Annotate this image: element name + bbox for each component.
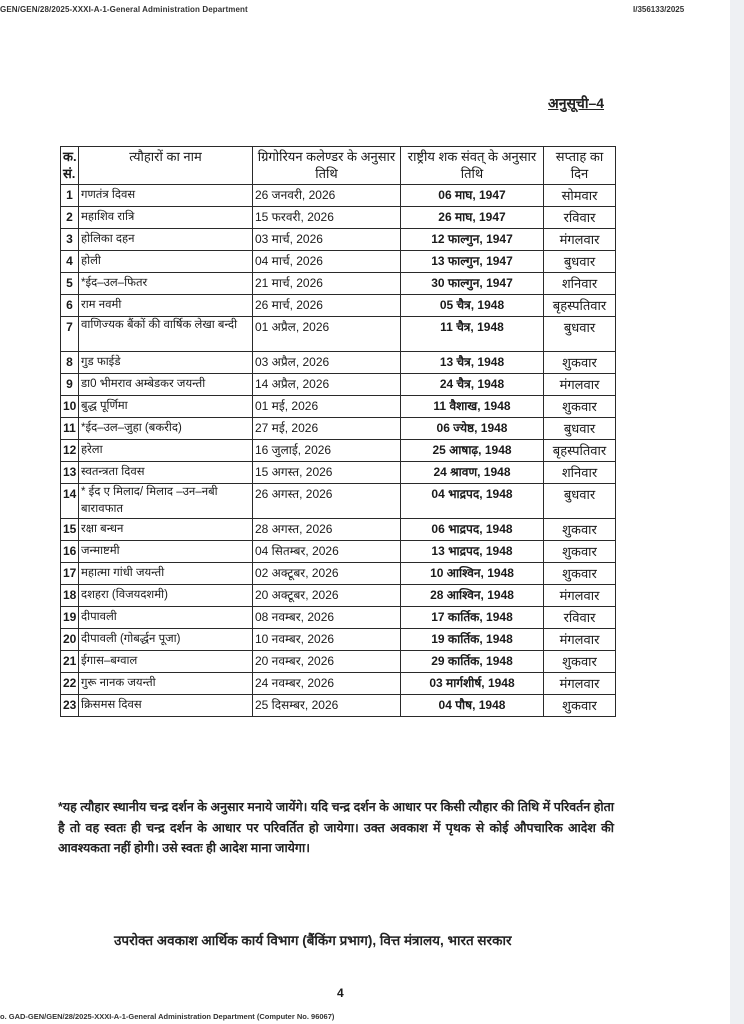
festival-name-cell: जन्माष्टमी (79, 541, 253, 563)
table-row (61, 607, 616, 629)
festival-name-cell: बुद्ध पूर्णिमा (79, 396, 253, 418)
saka-date-cell: 13 भाद्रपद, 1948 (401, 541, 544, 563)
gregorian-date-cell: 24 नवम्बर, 2026 (253, 673, 401, 695)
serial-number-cell: 8 (61, 352, 79, 374)
festival-name-cell: महाशिव रात्रि (79, 207, 253, 229)
table-row (61, 541, 616, 563)
saka-date-cell: 11 चैत्र, 1948 (401, 317, 544, 352)
saka-date-cell: 12 फाल्गुन, 1947 (401, 229, 544, 251)
festival-name-cell: हरेला (79, 440, 253, 462)
saka-date-cell: 25 आषाढ़, 1948 (401, 440, 544, 462)
festival-name-cell: गणतंत्र दिवस (79, 185, 253, 207)
weekday-cell: शुकवार (544, 541, 616, 563)
weekday-cell: बुधवार (544, 418, 616, 440)
saka-date-cell: 05 चैत्र, 1948 (401, 295, 544, 317)
weekday-cell: शुकवार (544, 563, 616, 585)
saka-date-cell: 13 चैत्र, 1948 (401, 352, 544, 374)
header-weekday: सप्ताह का दिन (544, 147, 616, 185)
table-row (61, 418, 616, 440)
festival-name-cell: *ईद–उल–फितर (79, 273, 253, 295)
festival-name-cell: होली (79, 251, 253, 273)
serial-number-cell: 21 (61, 651, 79, 673)
weekday-cell: मंगलवार (544, 585, 616, 607)
serial-number-cell: 2 (61, 207, 79, 229)
saka-date-cell: 29 कार्तिक, 1948 (401, 651, 544, 673)
gregorian-date-cell: 03 मार्च, 2026 (253, 229, 401, 251)
festival-name-cell: *ईद–उल–जुहा (बकरीद) (79, 418, 253, 440)
saka-date-cell: 06 ज्येष्ठ, 1948 (401, 418, 544, 440)
gregorian-date-cell: 02 अक्टूबर, 2026 (253, 563, 401, 585)
serial-number-cell: 10 (61, 396, 79, 418)
serial-number-cell: 17 (61, 563, 79, 585)
serial-number-cell: 16 (61, 541, 79, 563)
table-row (61, 585, 616, 607)
gregorian-date-cell: 01 अप्रैल, 2026 (253, 317, 401, 352)
festival-name-cell: क्रिसमस दिवस (79, 695, 253, 717)
saka-date-cell: 06 माघ, 1947 (401, 185, 544, 207)
weekday-cell: शनिवार (544, 273, 616, 295)
table-row (61, 295, 616, 317)
festival-name-cell: महात्मा गांधी जयन्ती (79, 563, 253, 585)
table-row (61, 185, 616, 207)
header-serial-number: क. सं. (61, 147, 79, 185)
gregorian-date-cell: 14 अप्रैल, 2026 (253, 374, 401, 396)
festival-name-cell: दशहरा (विजयदशमी) (79, 585, 253, 607)
saka-date-cell: 04 भाद्रपद, 1948 (401, 484, 544, 519)
weekday-cell: बृहस्पतिवार (544, 295, 616, 317)
saka-date-cell: 03 मार्गशीर्ष, 1948 (401, 673, 544, 695)
festival-name-cell: गुरू नानक जयन्ती (79, 673, 253, 695)
serial-number-cell: 9 (61, 374, 79, 396)
page-number: 4 (337, 986, 344, 1000)
saka-date-cell: 24 चैत्र, 1948 (401, 374, 544, 396)
saka-date-cell: 06 भाद्रपद, 1948 (401, 519, 544, 541)
gregorian-date-cell: 26 अगस्त, 2026 (253, 484, 401, 519)
weekday-cell: शुकवार (544, 519, 616, 541)
saka-date-cell: 24 श्रावण, 1948 (401, 462, 544, 484)
footnote-text: *यह त्यौहार स्थानीय चन्द्र दर्शन के अनुसार मनाये जायेंगे। यदि चन्द्र दर्शन के आधार पर किसी त्यौहार की तिथि में परिवर्तन होता है तो वह स्वतः ही चन्द्र दर्शन के आधार पर परिवर्तित हो जायेगा। उक्त अवकाश में पृथक से कोई औपचारिक आदेश की आवश्यकता नहीं होगी। उसे स्वतः ही आदेश माना जायेगा। (58, 800, 614, 855)
serial-number-cell: 13 (61, 462, 79, 484)
gregorian-date-cell: 26 मार्च, 2026 (253, 295, 401, 317)
table-row (61, 273, 616, 295)
weekday-cell: मंगलवार (544, 374, 616, 396)
gregorian-date-cell: 20 नवम्बर, 2026 (253, 651, 401, 673)
saka-date-cell: 10 आश्विन, 1948 (401, 563, 544, 585)
weekday-cell: रविवार (544, 607, 616, 629)
holiday-table (60, 146, 616, 717)
weekday-cell: शुकवार (544, 651, 616, 673)
gregorian-date-cell: 04 सितम्बर, 2026 (253, 541, 401, 563)
gregorian-date-cell: 20 अक्टूबर, 2026 (253, 585, 401, 607)
saka-date-cell: 11 वैशाख, 1948 (401, 396, 544, 418)
saka-date-cell: 28 आश्विन, 1948 (401, 585, 544, 607)
weekday-cell: शुकवार (544, 352, 616, 374)
gregorian-date-cell: 01 मई, 2026 (253, 396, 401, 418)
table-row (61, 673, 616, 695)
serial-number-cell: 22 (61, 673, 79, 695)
page-edge-strip (730, 0, 744, 1024)
serial-number-cell: 18 (61, 585, 79, 607)
table-row (61, 229, 616, 251)
header-document-id: I/356133/2025 (633, 5, 685, 14)
serial-number-cell: 11 (61, 418, 79, 440)
table-row (61, 695, 616, 717)
festival-name-cell: राम नवमी (79, 295, 253, 317)
table-header-row (61, 147, 616, 185)
serial-number-cell: 12 (61, 440, 79, 462)
table-row (61, 563, 616, 585)
header-saka-date: राष्ट्रीय शक संवत् के अनुसार तिथि (401, 147, 544, 185)
saka-date-cell: 19 कार्तिक, 1948 (401, 629, 544, 651)
table-row (61, 484, 616, 519)
serial-number-cell: 1 (61, 185, 79, 207)
serial-number-cell: 19 (61, 607, 79, 629)
table-row (61, 207, 616, 229)
gregorian-date-cell: 15 अगस्त, 2026 (253, 462, 401, 484)
serial-number-cell: 5 (61, 273, 79, 295)
header-festival-name: त्यौहारों का नाम (79, 147, 253, 185)
table-row (61, 317, 616, 352)
festival-name-cell: ईगास–बग्वाल (79, 651, 253, 673)
festival-name-cell: होलिका दहन (79, 229, 253, 251)
gregorian-date-cell: 26 जनवरी, 2026 (253, 185, 401, 207)
weekday-cell: शुकवार (544, 396, 616, 418)
serial-number-cell: 23 (61, 695, 79, 717)
table-row (61, 440, 616, 462)
authority-note: उपरोक्त अवकाश आर्थिक कार्य विभाग (बैंकिंग प्रभाग), वित्त मंत्रालय, भारत सरकार (114, 933, 512, 948)
serial-number-cell: 7 (61, 317, 79, 352)
table-row (61, 629, 616, 651)
gregorian-date-cell: 04 मार्च, 2026 (253, 251, 401, 273)
weekday-cell: शनिवार (544, 462, 616, 484)
gregorian-date-cell: 27 मई, 2026 (253, 418, 401, 440)
table-row (61, 352, 616, 374)
saka-date-cell: 04 पौष, 1948 (401, 695, 544, 717)
table-row (61, 374, 616, 396)
weekday-cell: बुधवार (544, 251, 616, 273)
header-file-reference: GEN/GEN/28/2025-XXXI-A-1-General Administration Department (0, 5, 248, 14)
saka-date-cell: 13 फाल्गुन, 1947 (401, 251, 544, 273)
festival-name-cell: * ईद ए मिलाद/ मिलाद –उन–नबी बारावफात (79, 484, 253, 519)
weekday-cell: मंगलवार (544, 629, 616, 651)
weekday-cell: शुकवार (544, 695, 616, 717)
weekday-cell: मंगलवार (544, 229, 616, 251)
gregorian-date-cell: 15 फरवरी, 2026 (253, 207, 401, 229)
gregorian-date-cell: 21 मार्च, 2026 (253, 273, 401, 295)
weekday-cell: बुधवार (544, 484, 616, 519)
festival-name-cell: गुड फाईडे (79, 352, 253, 374)
weekday-cell: बृहस्पतिवार (544, 440, 616, 462)
festival-name-cell: स्वतन्त्रता दिवस (79, 462, 253, 484)
table-row (61, 251, 616, 273)
schedule-title: अनुसूची–4 (548, 95, 605, 111)
serial-number-cell: 6 (61, 295, 79, 317)
weekday-cell: बुधवार (544, 317, 616, 352)
saka-date-cell: 17 कार्तिक, 1948 (401, 607, 544, 629)
table-row (61, 462, 616, 484)
weekday-cell: सोमवार (544, 185, 616, 207)
serial-number-cell: 20 (61, 629, 79, 651)
serial-number-cell: 15 (61, 519, 79, 541)
festival-name-cell: दीपावली (गोबर्द्धन पूजा) (79, 629, 253, 651)
saka-date-cell: 26 माघ, 1947 (401, 207, 544, 229)
serial-number-cell: 14 (61, 484, 79, 519)
serial-number-cell: 3 (61, 229, 79, 251)
saka-date-cell: 30 फाल्गुन, 1947 (401, 273, 544, 295)
weekday-cell: मंगलवार (544, 673, 616, 695)
festival-name-cell: रक्षा बन्धन (79, 519, 253, 541)
gregorian-date-cell: 10 नवम्बर, 2026 (253, 629, 401, 651)
festival-name-cell: दीपावली (79, 607, 253, 629)
table-row (61, 519, 616, 541)
weekday-cell: रविवार (544, 207, 616, 229)
gregorian-date-cell: 03 अप्रैल, 2026 (253, 352, 401, 374)
festival-name-cell: डा0 भीमराव अम्बेडकर जयन्ती (79, 374, 253, 396)
header-gregorian-date: ग्रिगोरियन कलेण्डर के अनुसार तिथि (253, 147, 401, 185)
footer-reference: o. GAD-GEN/GEN/28/2025-XXXI-A-1-General Administration Department (Computer No. 96067) (0, 1012, 335, 1021)
festival-name-cell: वाणिज्यक बैंकों की वार्षिक लेखा बन्दी (79, 317, 253, 352)
gregorian-date-cell: 08 नवम्बर, 2026 (253, 607, 401, 629)
table-row (61, 396, 616, 418)
table-row (61, 651, 616, 673)
serial-number-cell: 4 (61, 251, 79, 273)
gregorian-date-cell: 16 जुलाई, 2026 (253, 440, 401, 462)
gregorian-date-cell: 25 दिसम्बर, 2026 (253, 695, 401, 717)
gregorian-date-cell: 28 अगस्त, 2026 (253, 519, 401, 541)
